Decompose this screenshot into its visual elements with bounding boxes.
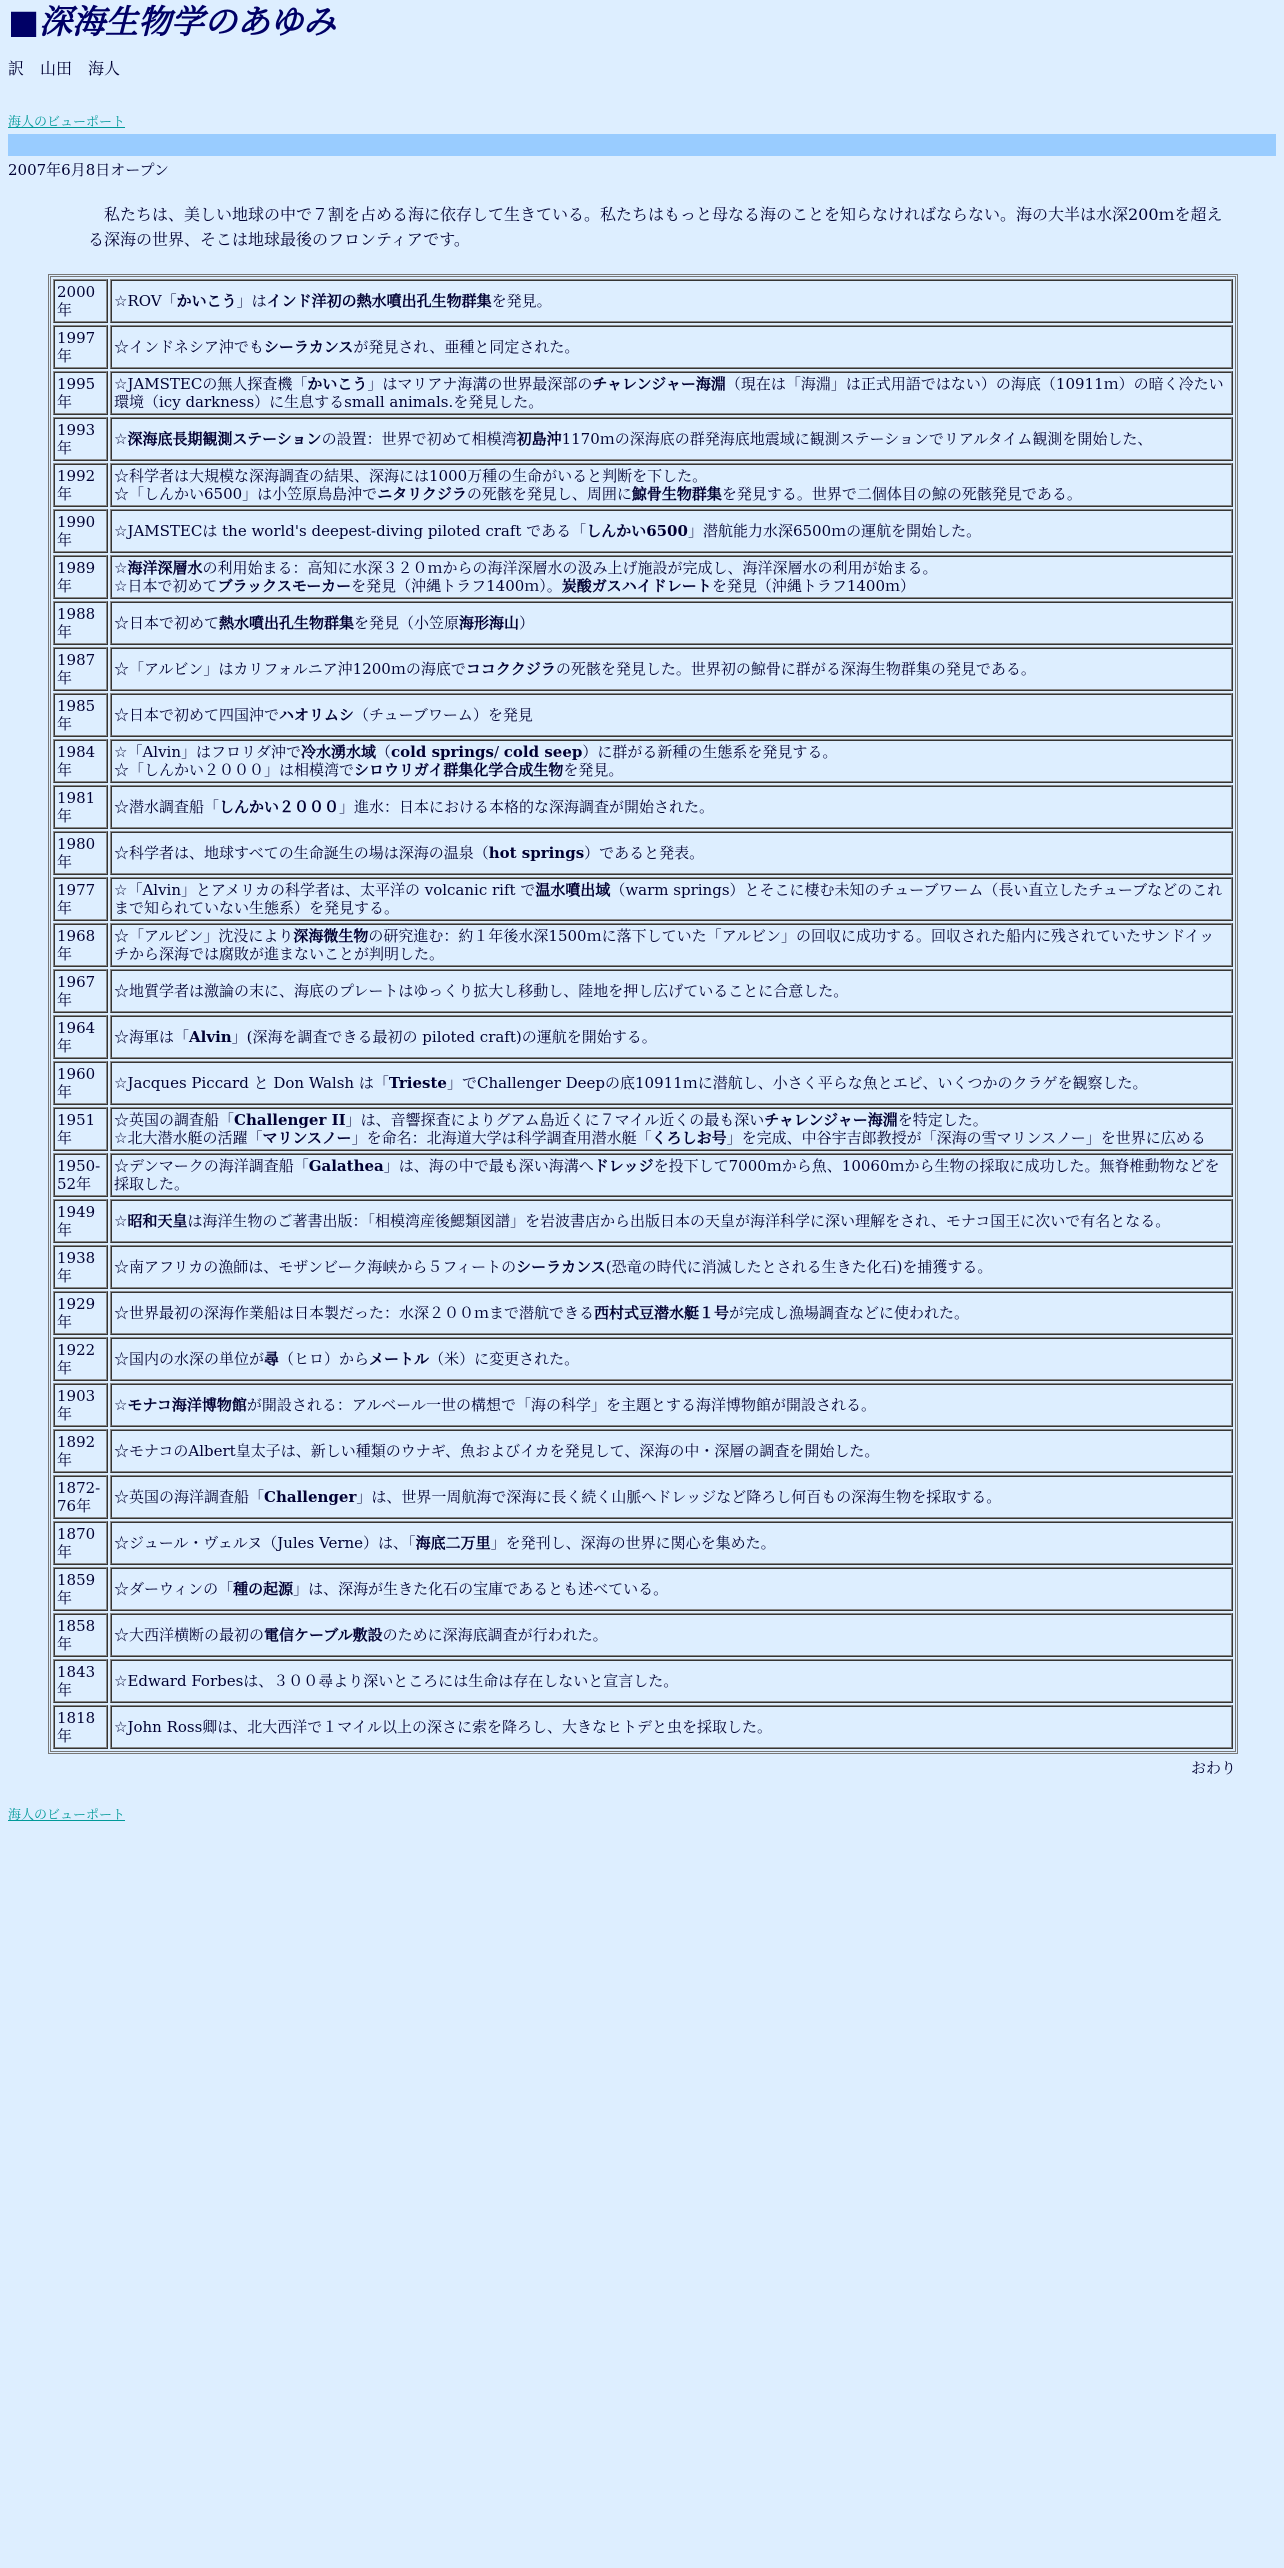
event-text: （warm springs）とそこに棲む未知のチューブワーム（長い直立したチューブなどのこれまで知られていない生態系）を発見する。: [114, 881, 1223, 917]
history-year: 1872-76年: [53, 1475, 108, 1519]
event-text: を特定した。: [897, 1111, 988, 1129]
event-text: ☆ダーウィンの「: [114, 1580, 234, 1598]
event-highlight: hot springs: [488, 844, 585, 862]
event-highlight: Challenger II: [234, 1111, 346, 1129]
history-row: [53, 785, 1233, 829]
event-text: ☆JAMSTECの無人探査機「: [114, 375, 308, 393]
event-text: ☆JAMSTECは the world's deepest-diving piloted craft である「: [114, 522, 587, 540]
history-event: [110, 1383, 1233, 1427]
event-text: ☆モナコのAlbert皇太子は、新しい種類のウナギ、魚およびイカを発見して、深海の中・深層の調査を開始した。: [114, 1442, 880, 1460]
event-text: ）: [519, 614, 535, 632]
event-text: を発見（沖縄トラフ1400ｍ）。: [351, 577, 562, 595]
event-text: 」は: [236, 292, 267, 310]
event-text: 1170ｍの深海底の群発海底地震域に観測ステーションでリアルタイム観測を開始した、: [561, 430, 1153, 448]
event-text: ☆日本で初めて四国沖で: [114, 706, 280, 724]
event-text: 」を発刊し、深海の世界に関心を集めた。: [490, 1534, 776, 1552]
event-highlight: しんかい6500: [586, 522, 688, 540]
history-row: [53, 1521, 1233, 1565]
history-year: 1903年: [53, 1383, 108, 1427]
history-row: [53, 1015, 1233, 1059]
event-text: が発見され、亜種と同定された。: [353, 338, 580, 356]
event-text: /: [493, 743, 504, 761]
event-text: ☆英国の調査船「: [114, 1111, 235, 1129]
history-event: [110, 1015, 1233, 1059]
event-text: ☆「Alvin」はフロリダ沖で: [114, 743, 302, 761]
history-event: [110, 509, 1233, 553]
history-year: 1989年: [53, 555, 108, 599]
event-text: が開設される：アルベール一世の構想で「海の科学」を主題とする海洋博物館が開設される。: [246, 1396, 876, 1414]
event-highlight: モナコ海洋博物館: [127, 1396, 247, 1414]
history-table-body: [53, 279, 1233, 1749]
event-text: ☆John Ross卿は、北大西洋で１マイル以上の深さに索を降ろし、大きなヒトデと虫を採取した。: [114, 1718, 773, 1736]
history-row: [53, 371, 1233, 415]
event-highlight: 冷水湧水域: [301, 743, 377, 761]
event-text: ☆インドネシア沖でも: [114, 338, 264, 356]
history-year: 1964年: [53, 1015, 108, 1059]
history-year: 1992年: [53, 463, 108, 507]
event-text: 」を完成、中谷宇吉郎教授が「深海の雪マリンスノー」を世界に広める: [726, 1129, 1206, 1147]
history-row: [53, 601, 1233, 645]
event-highlight: 深海底長期観測ステーション: [127, 430, 322, 448]
event-text: （ヒロ）から: [279, 1350, 370, 1368]
event-highlight: チャレンジャー海淵: [592, 375, 726, 393]
event-highlight: 尋: [264, 1350, 280, 1368]
event-highlight: Challenger: [264, 1488, 357, 1506]
event-text: 」はマリアナ海溝の世界最深部の: [367, 375, 593, 393]
translator-credit: 訳 山田 海人: [8, 59, 121, 78]
event-highlight: cold seep: [503, 743, 583, 761]
event-text: 」進水：日本における本格的な深海調査が開始された。: [339, 798, 715, 816]
history-year: 2000年: [53, 279, 108, 323]
history-event: [110, 1245, 1233, 1289]
event-text: 」でChallenger Deepの底10911ｍに潜航し、小さく平らな魚とエビ、いくつかのクラゲを観察した。: [446, 1074, 1148, 1092]
event-text: を発見する。世界で二個体目の鯨の死骸発見である。: [721, 485, 1082, 503]
event-highlight: チャレンジャー海淵: [764, 1111, 898, 1129]
history-year: 1960年: [53, 1061, 108, 1105]
history-year: 1981年: [53, 785, 108, 829]
history-year: 1987年: [53, 647, 108, 691]
history-event: [110, 1475, 1233, 1519]
divider-bar: [8, 134, 1276, 156]
event-text: ☆: [114, 559, 128, 577]
history-event: [110, 1199, 1233, 1243]
history-row: [53, 831, 1233, 875]
history-year: 1988年: [53, 601, 108, 645]
history-row: [53, 1429, 1233, 1473]
history-event: [110, 1567, 1233, 1611]
event-text: を発見。: [563, 761, 624, 779]
event-text: 」は、世界一周航海で深海に長く続く山脈へドレッジなど降ろし何百もの深海生物を採取する。: [356, 1488, 1002, 1506]
event-highlight: かいこう: [176, 292, 237, 310]
event-text: を発見（沖縄トラフ1400ｍ）: [711, 577, 915, 595]
event-text: ☆「アルビン」はカリフォルニア沖1200ｍの海底で: [114, 660, 466, 678]
event-text: の利用始まる：高知に水深３２０ｍからの海洋深層水の汲み上げ施設が完成し、海洋深層水の利用が始まる。: [202, 559, 938, 577]
page-title: ■深海生物学のあゆみ: [8, 2, 337, 41]
event-text: ☆南アフリカの漁師は、モザンビーク海峡から５フィートの: [114, 1258, 517, 1276]
event-text: ☆Jacques Piccard と Don Walsh は「: [114, 1074, 389, 1092]
history-year: 1951年: [53, 1107, 108, 1151]
history-row: [53, 647, 1233, 691]
event-text: を発見（小笠原: [354, 614, 460, 632]
event-text: ☆潜水調査船「: [114, 798, 220, 816]
event-highlight: 西村式豆潜水艇１号: [594, 1304, 730, 1322]
history-event: [110, 555, 1233, 599]
event-text: （米）に変更された。: [429, 1350, 580, 1368]
history-event: [110, 693, 1233, 737]
event-text: は海洋生物のご著書出版：「相模湾産後鰓類図譜」を岩波書店から出版日本の天皇が海洋科学に深い理解をされ、モナコ国王に次いで有名となる。: [187, 1212, 1171, 1230]
history-event: [110, 877, 1233, 921]
event-text: の設置：世界で初めて相模湾: [321, 430, 517, 448]
history-row: [53, 1153, 1233, 1197]
event-text: ☆: [114, 1212, 128, 1230]
history-year: 1967年: [53, 969, 108, 1013]
event-text: ☆: [114, 1396, 128, 1414]
event-text: の死骸を発見し、周囲に: [466, 485, 632, 503]
event-highlight: 鯨骨生物群集: [631, 485, 722, 503]
event-highlight: くろしお号: [651, 1129, 727, 1147]
event-highlight: シーラカンス: [263, 338, 354, 356]
event-highlight: しんかい２０００: [219, 798, 340, 816]
event-highlight: ハオリムシ: [279, 706, 355, 724]
history-year: 1859年: [53, 1567, 108, 1611]
history-row: [53, 1107, 1233, 1151]
history-year: 1843年: [53, 1659, 108, 1703]
event-text: ☆科学者は大規模な深海調査の結果、深海には1000万種の生命がいると判断を下した。: [114, 467, 708, 485]
event-highlight: Galathea: [308, 1157, 384, 1175]
event-highlight: メートル: [369, 1350, 430, 1368]
history-event: [110, 1659, 1233, 1703]
history-row: [53, 463, 1233, 507]
event-text: ☆日本で初めて: [114, 577, 218, 595]
event-text: (恐竜の時代に消滅したとされる生きた化石)を捕獲する。: [605, 1258, 993, 1276]
history-event: [110, 1705, 1233, 1749]
event-text: 」は、深海が生きた化石の宝庫であるとも述べている。: [293, 1580, 669, 1598]
event-text: ☆日本で初めて: [114, 614, 220, 632]
event-highlight: 昭和天皇: [127, 1212, 188, 1230]
event-text: ）であると発表。: [584, 844, 705, 862]
history-year: 1949年: [53, 1199, 108, 1243]
event-text: （: [376, 743, 392, 761]
history-year: 1870年: [53, 1521, 108, 1565]
event-highlight: マリンスノー: [262, 1129, 352, 1147]
intro-paragraph: 私たちは、美しい地球の中で７割を占める海に依存して生きている。私たちはもっと母なる海のことを知らなければならない。海の大半は水深200ｍを超える深海の世界、そこは地球最後のフロンティアです。: [88, 205, 1223, 249]
history-row: [53, 325, 1233, 369]
history-event: [110, 739, 1233, 783]
event-highlight: 熱水噴出孔生物群集: [219, 614, 355, 632]
history-row: [53, 1199, 1233, 1243]
event-text: の研究進む：約１年後水深1500ｍに落下していた「アルビン」の回収に成功する。回収された船内に残されていたサンドイッチから深海では腐敗が進まないことが判明した。: [114, 927, 1215, 963]
event-highlight: ココククジラ: [465, 660, 556, 678]
history-row: [53, 693, 1233, 737]
history-year: 1968年: [53, 923, 108, 967]
history-year: 1980年: [53, 831, 108, 875]
event-text: 」は、海の中で最も深い海溝へ: [383, 1157, 594, 1175]
event-highlight: Trieste: [388, 1074, 447, 1092]
history-year: 1977年: [53, 877, 108, 921]
event-highlight: 深海微生物: [293, 927, 369, 945]
history-row: [53, 1567, 1233, 1611]
event-text: （現在は「海淵」は正式用語ではない）の海底（10911ｍ）の暗く冷たい環境（icy darkness）に生息するsmall animals.を発見した。: [114, 375, 1224, 411]
history-row: [53, 279, 1233, 323]
event-text: ☆「しんかい6500」は小笠原鳥島沖で: [114, 485, 378, 503]
history-event: [110, 1107, 1233, 1151]
history-row: [53, 739, 1233, 783]
event-text: ☆ROV「: [114, 292, 177, 310]
event-highlight: 種の起源: [233, 1580, 294, 1598]
history-row: [53, 1061, 1233, 1105]
open-date: 2007年6月8日オープン: [8, 161, 169, 179]
history-row: [53, 1705, 1233, 1749]
event-text: ☆「Alvin」とアメリカの科学者は、太平洋の volcanic rift で: [114, 881, 536, 899]
event-text: ☆大西洋横断の最初の: [114, 1626, 265, 1644]
event-highlight: ブラックスモーカー: [217, 577, 352, 595]
event-highlight: 海形海山: [459, 614, 520, 632]
event-highlight: ニタリクジラ: [377, 485, 467, 503]
event-highlight: 海底二万里: [415, 1534, 491, 1552]
history-row: [53, 1291, 1233, 1335]
history-row: [53, 1659, 1233, 1703]
ending-text: おわり: [1190, 1759, 1236, 1777]
event-text: 」潜航能力水深6500ｍの運航を開始した。: [687, 522, 982, 540]
event-text: 」(深海を調査できる最初の piloted craft)の運航を開始する。: [231, 1028, 657, 1046]
event-text: ☆世界最初の深海作業船は日本製だった：水深２００ｍまで潜航できる: [114, 1304, 595, 1322]
event-highlight: インド洋初の熱水噴出孔生物群集: [266, 292, 492, 310]
event-text: ☆「アルビン」沈没により: [114, 927, 294, 945]
history-year: 1938年: [53, 1245, 108, 1289]
event-text: ☆「しんかい２０００」は相模湾で: [114, 761, 355, 779]
event-text: の死骸を発見した。世界初の鯨骨に群がる深海生物群集の発見である。: [555, 660, 1036, 678]
event-text: を投下して7000ｍから魚、10060ｍから生物の採取に成功した。無脊椎動物などを採取した。: [114, 1157, 1220, 1193]
history-row: [53, 1245, 1233, 1289]
event-text: を発見。: [491, 292, 552, 310]
event-highlight: Alvin: [189, 1028, 232, 1046]
event-text: ☆デンマークの海洋調査船「: [114, 1157, 309, 1175]
event-text: 」を命名：北海道大学は科学調査用潜水艇「: [351, 1129, 652, 1147]
history-year: 1858年: [53, 1613, 108, 1657]
history-row: [53, 1613, 1233, 1657]
history-year: 1950-52年: [53, 1153, 108, 1197]
history-year: 1929年: [53, 1291, 108, 1335]
history-event: [110, 417, 1233, 461]
history-row: [53, 877, 1233, 921]
event-text: （チューブワーム）を発見: [354, 706, 533, 724]
history-table: [48, 274, 1238, 1754]
event-text: ☆北大潜水艇の活躍「: [114, 1129, 263, 1147]
history-event: [110, 1291, 1233, 1335]
history-event: [110, 1337, 1233, 1381]
history-event: [110, 923, 1233, 967]
history-row: [53, 1337, 1233, 1381]
history-row: [53, 1475, 1233, 1519]
history-year: 1892年: [53, 1429, 108, 1473]
history-year: 1995年: [53, 371, 108, 415]
history-year: 1993年: [53, 417, 108, 461]
viewport-link-bottom[interactable]: 海人のビューポート: [8, 1808, 126, 1823]
history-event: [110, 969, 1233, 1013]
event-highlight: かいこう: [307, 375, 368, 393]
history-event: [110, 1153, 1233, 1197]
event-text: ☆ジュール・ヴェルヌ（Jules Verne）は、「: [114, 1534, 416, 1552]
history-event: [110, 831, 1233, 875]
event-text: ☆: [114, 430, 128, 448]
event-highlight: ドレッジ: [593, 1157, 654, 1175]
event-highlight: シーラカンス: [516, 1258, 606, 1276]
history-row: [53, 417, 1233, 461]
history-row: [53, 923, 1233, 967]
history-event: [110, 463, 1233, 507]
history-row: [53, 1383, 1233, 1427]
history-row: [53, 969, 1233, 1013]
event-highlight: シロウリガイ群集化学合成生物: [354, 761, 564, 779]
history-year: 1985年: [53, 693, 108, 737]
history-event: [110, 371, 1233, 415]
event-highlight: 電信ケーブル敷設: [264, 1626, 383, 1644]
event-text: ☆国内の水深の単位が: [114, 1350, 265, 1368]
event-text: ）に群がる新種の生態系を発見する。: [582, 743, 838, 761]
event-highlight: 温水噴出域: [535, 881, 611, 899]
event-text: が完成し漁場調査などに使われた。: [729, 1304, 970, 1322]
history-row: [53, 555, 1233, 599]
event-text: ☆地質学者は激論の末に、海底のプレートはゆっくり拡大し移動し、陸地を押し広げていることに合意した。: [114, 982, 849, 1000]
event-text: 」は、音響探査によりグアム島近くに７マイル近くの最も深い: [345, 1111, 765, 1129]
history-event: [110, 325, 1233, 369]
event-text: ☆英国の海洋調査船「: [114, 1488, 265, 1506]
history-year: 1997年: [53, 325, 108, 369]
event-text: ☆Edward Forbesは、３００尋より深いところには生命は存在しないと宣言した。: [114, 1672, 679, 1690]
event-text: ☆科学者は、地球すべての生命誕生の場は深海の温泉（: [114, 844, 489, 862]
history-event: [110, 601, 1233, 645]
history-year: 1818年: [53, 1705, 108, 1749]
event-text: ☆海軍は「: [114, 1028, 190, 1046]
history-event: [110, 1613, 1233, 1657]
history-event: [110, 1061, 1233, 1105]
event-highlight: 炭酸ガスハイドレート: [561, 577, 712, 595]
event-highlight: 海洋深層水: [127, 559, 203, 577]
history-event: [110, 279, 1233, 323]
history-event: [110, 785, 1233, 829]
history-year: 1984年: [53, 739, 108, 783]
history-year: 1990年: [53, 509, 108, 553]
event-text: のために深海底調査が行われた。: [382, 1626, 608, 1644]
history-event: [110, 1429, 1233, 1473]
viewport-link-top[interactable]: 海人のビューポート: [8, 115, 126, 130]
history-event: [110, 647, 1233, 691]
event-highlight: 初島沖: [516, 430, 562, 448]
history-year: 1922年: [53, 1337, 108, 1381]
history-row: [53, 509, 1233, 553]
history-event: [110, 1521, 1233, 1565]
event-highlight: cold springs: [391, 743, 494, 761]
